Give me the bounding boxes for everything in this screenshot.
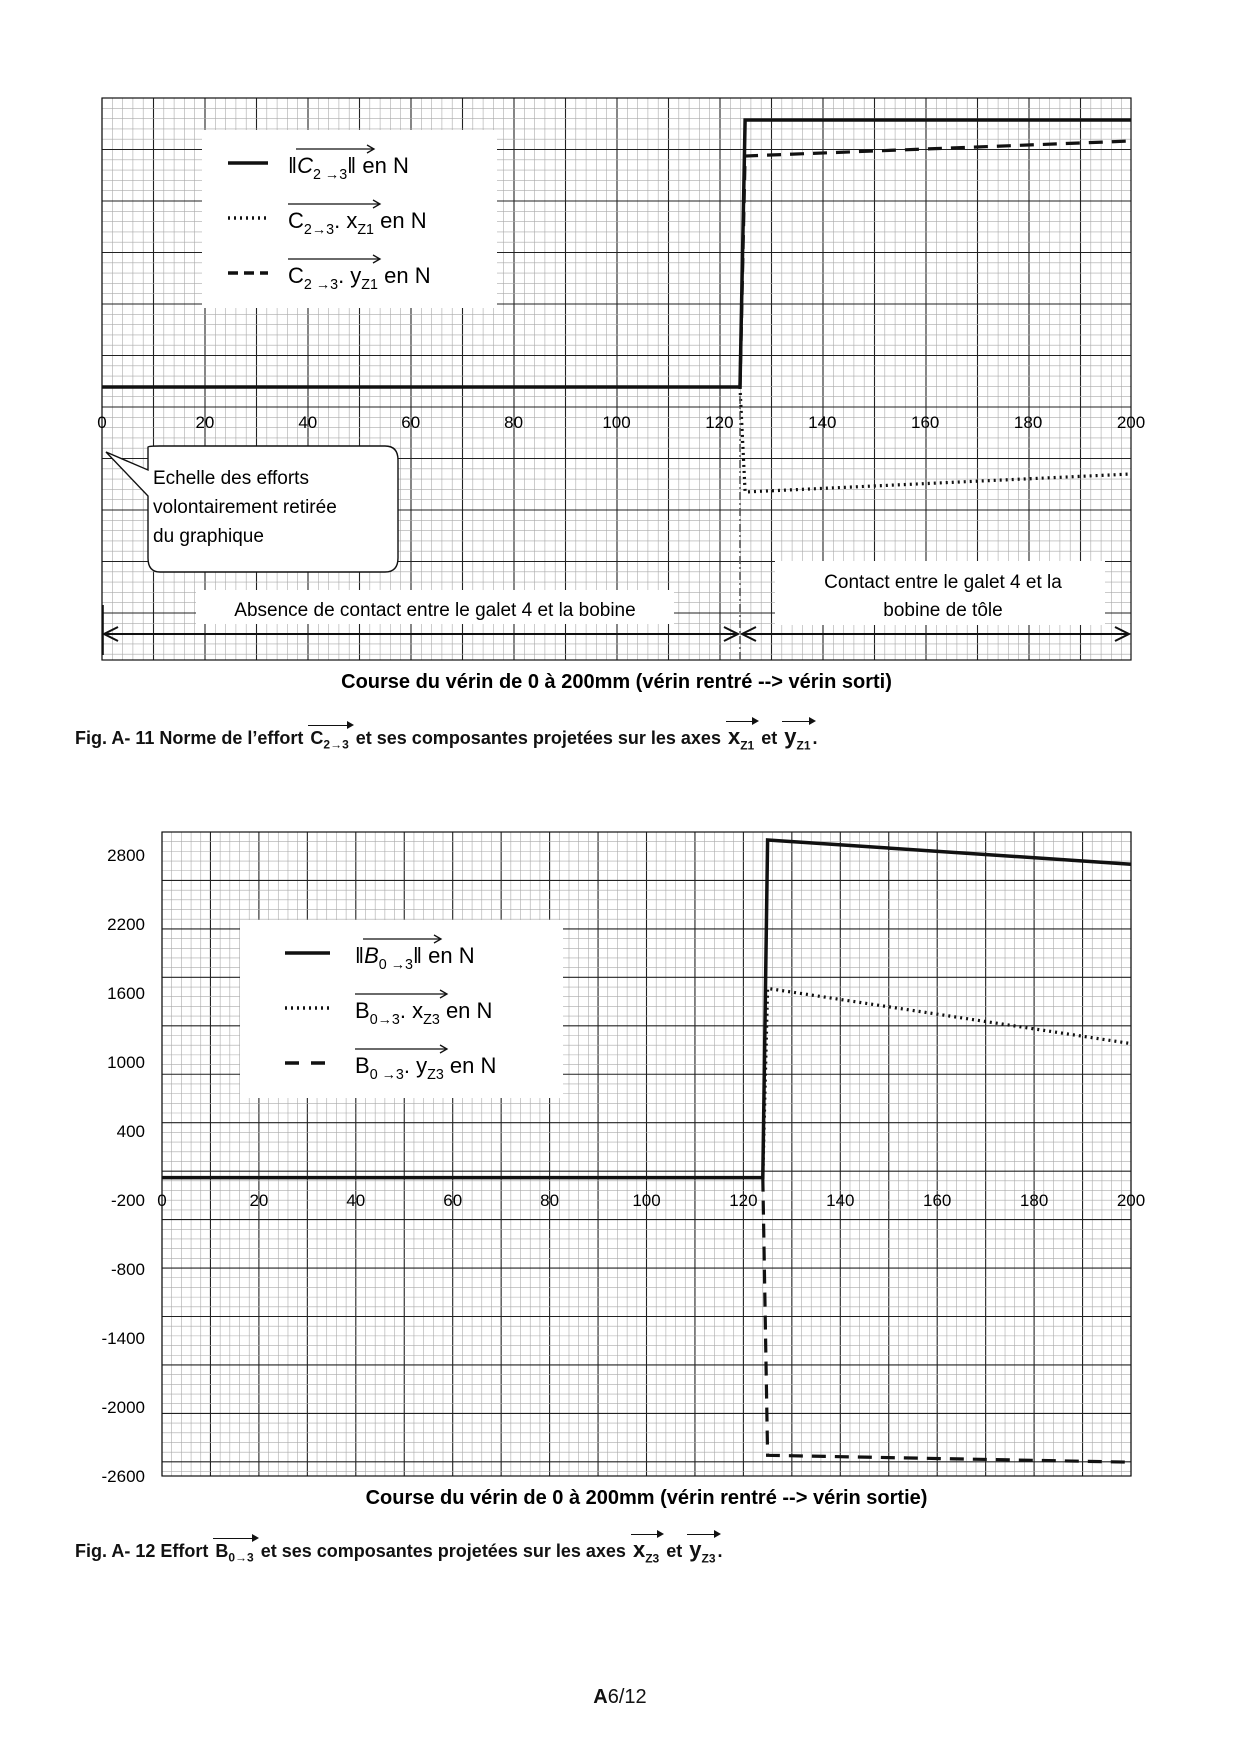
x-tick-label: 180 [1013,413,1043,432]
legend-text-part: en N [380,208,427,233]
x-tick-label: 0 [157,1191,167,1210]
x-tick-label: 160 [923,1191,952,1210]
left-zone-label: Absence de contact entre le galet 4 et la bobine [234,600,636,621]
legend-text-part: y [416,1053,428,1078]
legend-text-part: en N [449,1053,497,1078]
x-tick-label: 0 [97,413,107,432]
x-tick-label: 80 [540,1191,560,1210]
y-tick-label: -1400 [101,1329,145,1348]
legend-text-part: Z1 [357,222,375,238]
legend-text-part: 0 →3 [369,1067,404,1083]
y-tick-label: -200 [110,1191,145,1210]
legend-text-part: 2 →3 [303,277,339,293]
callout-text: Echelle des efforts [153,468,309,489]
legend-text-part: B [364,943,379,968]
x-tick-label: 40 [298,413,318,432]
x-tick-label: 200 [1116,413,1146,432]
x-tick-label: 20 [249,1191,269,1210]
callout [106,446,398,572]
x-axis-title: Course du vérin de 0 à 200mm (vérin rentré --> vérin sorti) [341,671,892,693]
right-zone-label: Contact entre le galet 4 et la [824,572,1062,593]
legend-text-part: . [399,998,413,1023]
legend-text-part: . [334,208,347,233]
y-tick-label: -2000 [101,1398,145,1417]
x-tick-label: 20 [195,413,215,432]
legend-text-part: ‖ [355,943,365,968]
x-tick-label: 180 [1019,1191,1049,1210]
legend-text-part: C [297,153,313,178]
caption-fig-a12: Fig. A- 12 Effort $B_{0\to 3}$ et ses composantes projetées sur les axes $x_{Z3}$ et $y_{Z3}$ . [75,1537,723,1566]
legend-text-part: 0 →3 [378,957,413,973]
y-tick-label: -800 [110,1260,145,1279]
x-tick-label: 160 [911,413,940,432]
legend-text-part: 0→3 [369,1012,400,1028]
x-tick-label: 140 [826,1191,855,1210]
legend-text-part: 2→3 [303,222,335,238]
x-tick-label: 140 [808,413,837,432]
callout-text: du graphique [153,526,264,547]
page-number: A6/12 [593,1686,647,1708]
caption-fig-a11: Fig. A- 11 Norme de l’effort $C_{2\to 3}$ et ses composantes projetées sur les axes $x_{Z1}$ et $y_{Z1}$ . [75,724,818,753]
legend-text-part: en N [384,263,431,288]
legend [202,130,497,308]
legend-text-part: Z3 [427,1067,444,1083]
legend-text-part: . [403,1053,417,1078]
y-tick-label: -2600 [101,1467,145,1486]
y-tick-label: 1600 [107,984,145,1003]
x-tick-label: 60 [443,1191,463,1210]
chart-fig-a12 [0,780,1240,1620]
x-axis-title: Course du vérin de 0 à 200mm (vérin rentré --> vérin sortie) [365,1487,928,1509]
legend-text-part: Z1 [361,277,378,293]
legend-text-part: B [355,1053,370,1078]
legend-text-part: y [350,263,362,288]
legend-text-part: en N [445,998,493,1023]
legend-text-part: x [412,998,424,1023]
chart-fig-a11 [0,0,1240,700]
x-tick-label: 100 [602,413,631,432]
x-tick-label: 200 [1116,1191,1146,1210]
right-zone-label: bobine de tôle [883,600,1003,621]
legend-text-part: en N [356,153,409,178]
legend-text-part: B [355,998,370,1023]
legend-text-part: . [338,263,351,288]
x-tick-label: 100 [632,1191,661,1210]
legend-text-part: ‖ [347,153,357,178]
x-tick-label: 120 [729,1191,758,1210]
legend-text-part: 2 →3 [312,167,348,183]
legend [240,920,563,1098]
callout-text: volontairement retirée [153,497,337,518]
x-tick-label: 80 [504,413,524,432]
y-tick-label: 2800 [107,846,145,865]
x-tick-label: 60 [401,413,421,432]
legend-text-part: C [288,263,304,288]
y-tick-label: 2200 [107,915,145,934]
x-tick-label: 40 [346,1191,366,1210]
y-tick-label: 400 [116,1122,145,1141]
legend-text-part: ‖ [412,943,423,968]
x-tick-label: 120 [705,413,734,432]
legend-text-part: ‖ [288,153,298,178]
y-tick-label: 1000 [107,1053,145,1072]
series-x-line [740,387,1131,492]
series-y-line [740,141,1131,387]
legend-text-part: en N [422,943,475,968]
legend-text-part: C [288,208,304,233]
legend-text-part: x [346,208,358,233]
legend-text-part: Z3 [423,1012,440,1028]
